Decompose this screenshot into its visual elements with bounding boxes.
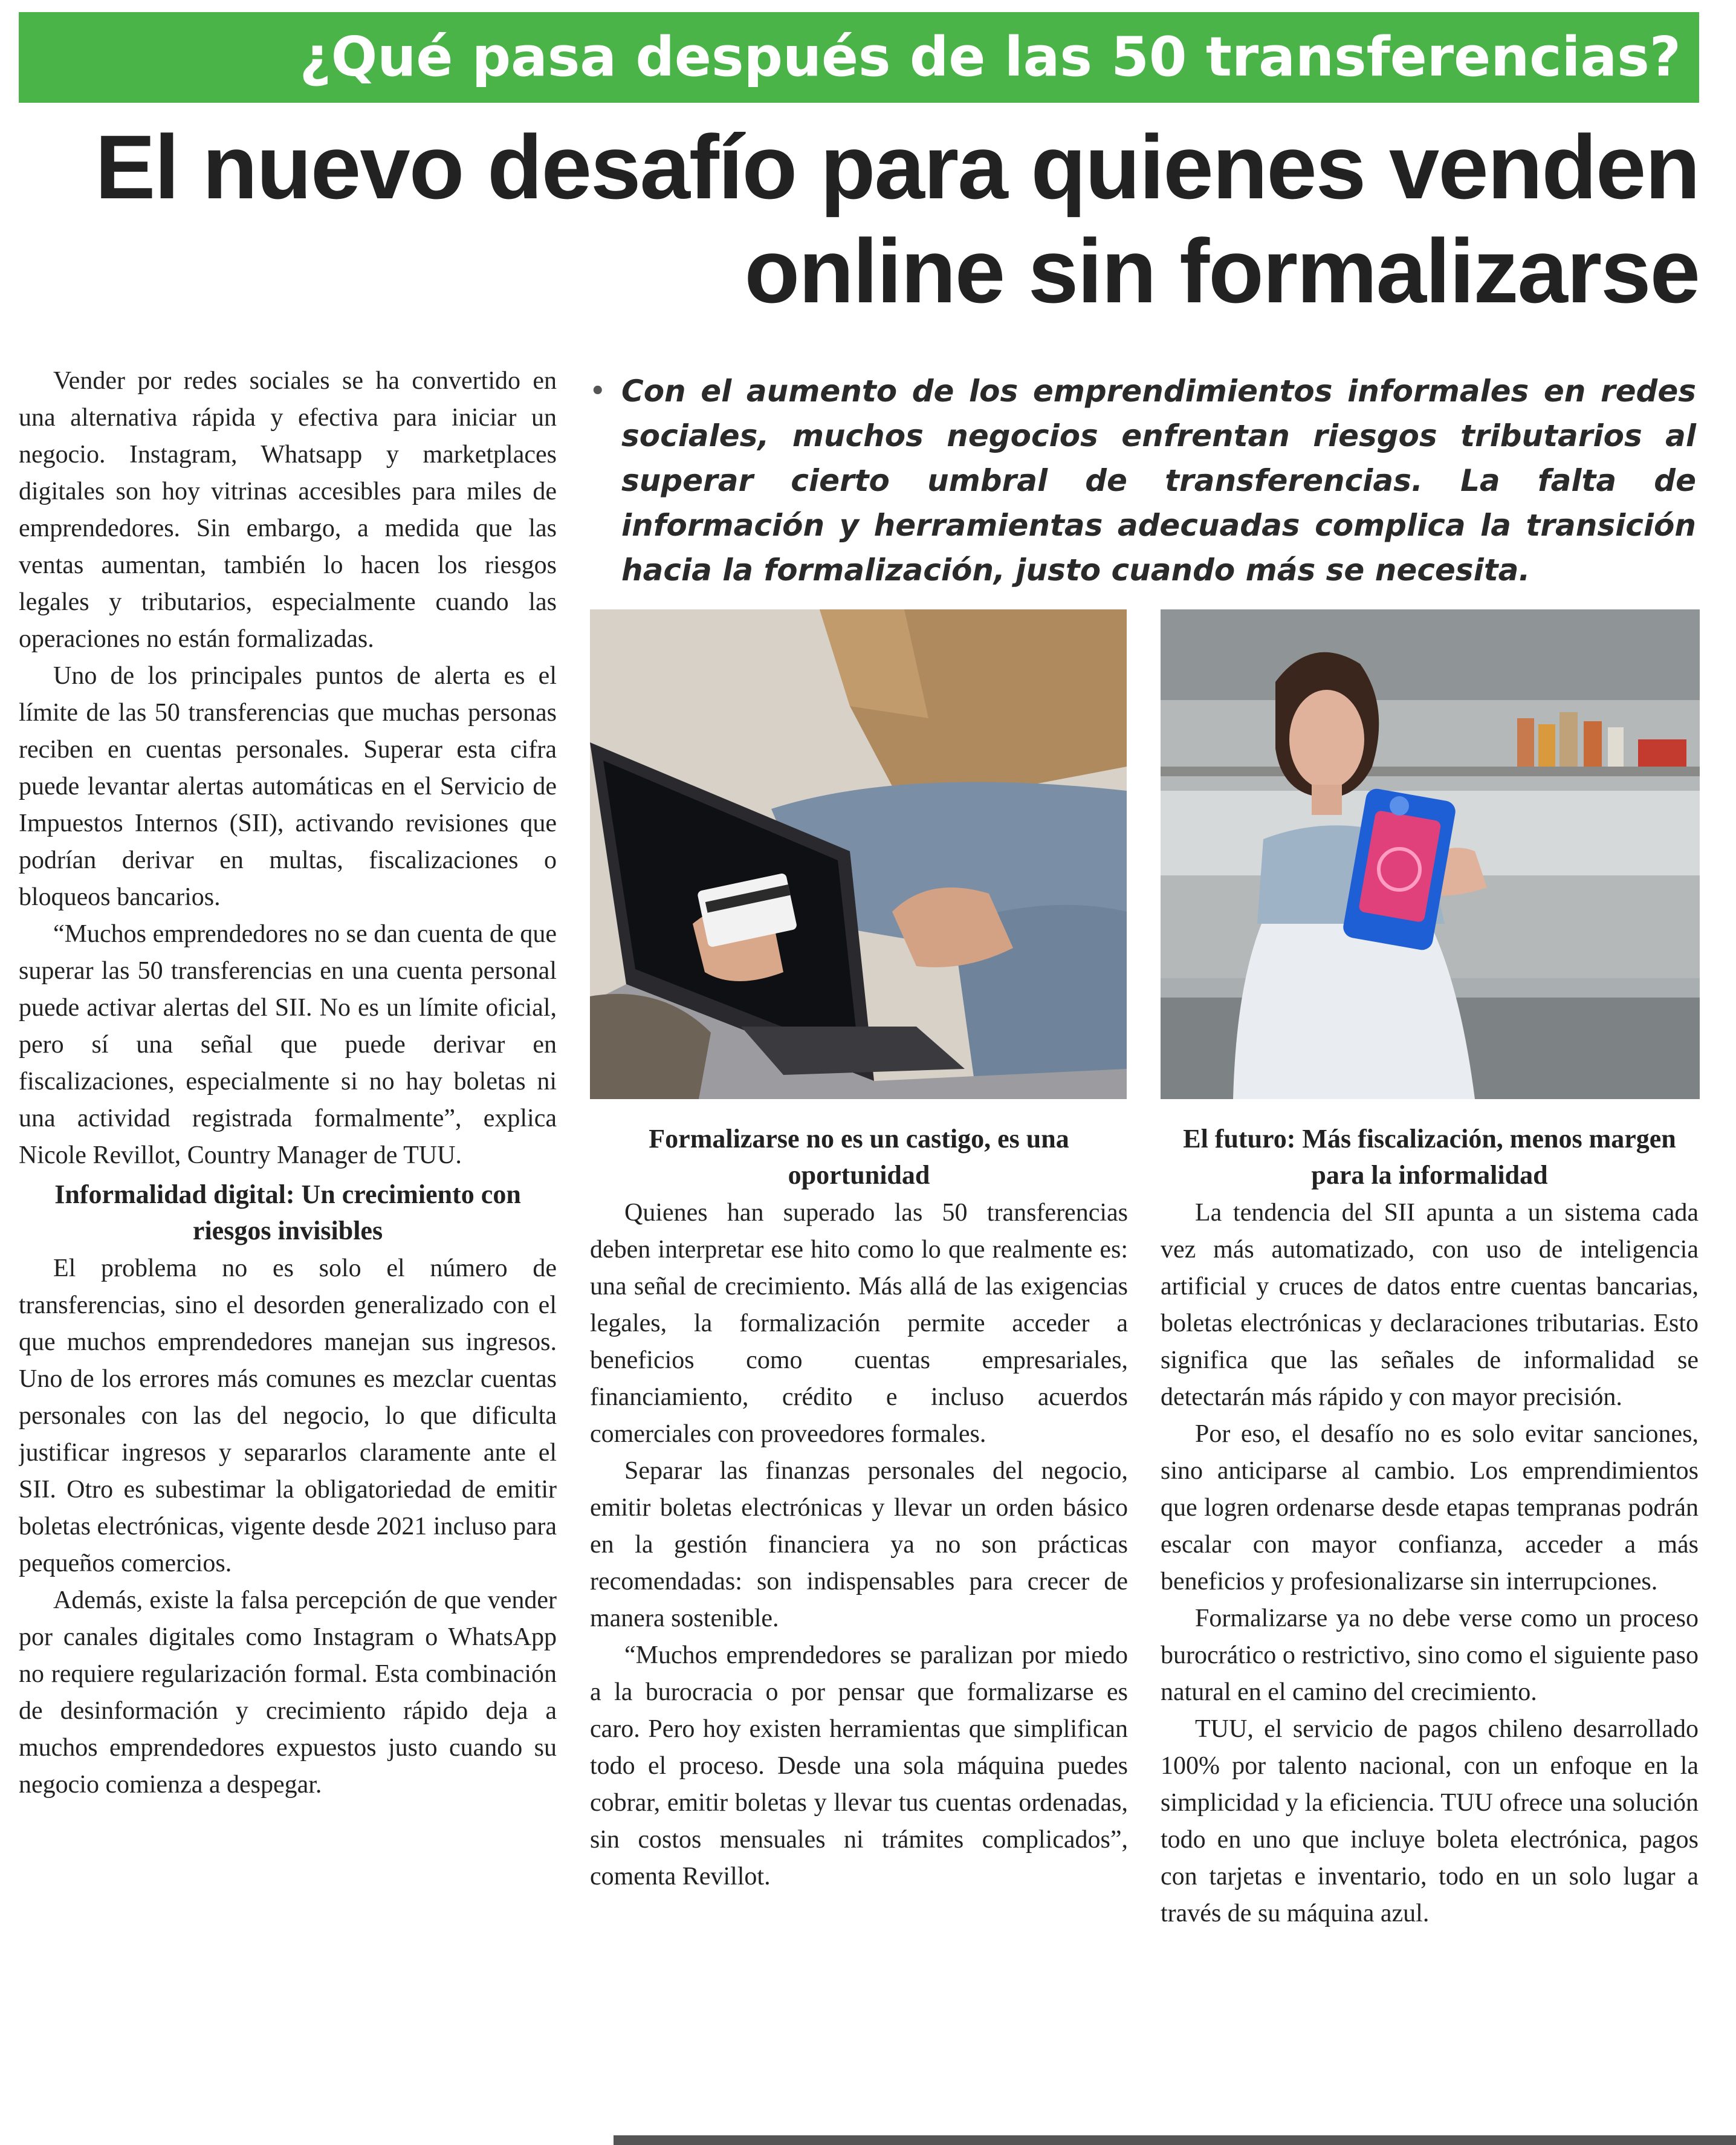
- col1-paragraph-2: Uno de los principales puntos de alerta es el límite de las 50 transferencias que muchas personas reciben en cuentas personales. Superar esta cifra puede levantar alertas automáticas en el Servicio de Impuestos Internos (SII), activando revisiones que podrían derivar en multas, fiscalizaciones o bloqueos bancarios.: [19, 662, 557, 911]
- col1-paragraph-3: “Muchos emprendedores no se dan cuenta de que superar las 50 transferencias en una cuenta personal puede activar alertas del SII. No es un límite oficial, pero sí una señal que puede derivar en fiscalizaciones, especialmente si no hay boletas ni una actividad registrada formalmente”, explica Nicole Revillot, Country Manager de TUU.: [19, 920, 557, 1169]
- article-column-3: [1161, 1118, 1699, 2116]
- headline-line-1: El nuevo desafío para quienes venden: [95, 116, 1699, 218]
- lead-text: Con el aumento de los emprendimientos informales en redes sociales, muchos negocios enfrentan riesgos tributarios al superar cierto umbral de transferencias. La falta de información y herramientas adecuadas complica la transición hacia la formalización, justo cuando más se necesita.: [621, 374, 1696, 588]
- page-title: [19, 115, 1699, 323]
- headline-line-2: online sin formalizarse: [744, 220, 1699, 322]
- kicker-banner: [19, 12, 1699, 103]
- col3-paragraph-2: Por eso, el desafío no es solo evitar sanciones, sino anticiparse al cambio. Los emprendimientos que logren ordenarse desde etapas tempranas podrán escalar con mayor confianza, acceder a más beneficios y profesionalizarse sin interrupciones.: [1161, 1420, 1699, 1595]
- col1-paragraph-4: El problema no es solo el número de transferencias, sino el desorden generalizado con el que muchos emprendedores manejan sus ingresos. Uno de los errores más comunes es mezclar cuentas personales con las del negocio, lo que dificulta justificar ingresos y separarlos claramente ante el SII. Otro es subestimar la obligatoriedad de emitir boletas electrónicas, vigente desde 2021 incluso para pequeños comercios.: [19, 1254, 557, 1577]
- col2-paragraph-2: Separar las finanzas personales del negocio, emitir boletas electrónicas y llevar un orden básico en la gestión financiera ya no son prácticas recomendadas: son indispensables para crecer de manera sostenible.: [590, 1457, 1128, 1632]
- col3-subheading: El futuro: Más fiscalización, menos margen para la informalidad: [1183, 1124, 1676, 1190]
- article-column-2: [590, 1118, 1128, 2025]
- photo-vendor-terminal: [1161, 609, 1700, 1099]
- col3-paragraph-1: La tendencia del SII apunta a un sistema cada vez más automatizado, con uso de inteligencia artificial y cruces de datos entre cuentas bancarias, boletas electrónicas y declaraciones tributarias. Esto significa que las señales de informalidad se detectarán más rápido y con mayor precisión.: [1161, 1199, 1699, 1411]
- col1-paragraph-1: Vender por redes sociales se ha convertido en una alternativa rápida y efectiva para iniciar un negocio. Instagram, Whatsapp y marketplaces digitales son hoy vitrinas accesibles para miles de emprendedores. Sin embargo, a medida que las ventas aumentan, también lo hacen los riesgos legales y tributarios, especialmente cuando las operaciones no están formalizadas.: [19, 367, 557, 653]
- col1-paragraph-5: Además, existe la falsa percepción de que vender por canales digitales como Instagram o WhatsApp no requiere regularización formal. Esta combinación de desinformación y crecimiento rápido deja a muchos emprendedores expuestos justo cuando su negocio comienza a despegar.: [19, 1586, 557, 1799]
- kicker-text: ¿Qué pasa después de las 50 transferencias?: [299, 25, 1681, 89]
- col2-paragraph-1: Quienes han superado las 50 transferencias deben interpretar ese hito como lo que realmente es: una señal de crecimiento. Más allá de las exigencias legales, la formalización permite acceder a beneficios como cuentas empresariales, financiamiento, crédito e incluso acuerdos comerciales con proveedores formales.: [590, 1199, 1128, 1448]
- photo-laptop-payment: [590, 609, 1127, 1099]
- col2-paragraph-3: “Muchos emprendedores se paralizan por miedo a la burocracia o por pensar que formalizarse es caro. Pero hoy existen herramientas que simplifican todo el proceso. Desde una sola máquina puedes cobrar, emitir boletas y llevar tus cuentas ordenadas, sin costos mensuales ni trámites complicados”, comenta Revillot.: [590, 1641, 1128, 1890]
- bullet-icon: •: [590, 377, 606, 405]
- col1-subheading: Informalidad digital: Un crecimiento con riesgos invisibles: [54, 1180, 521, 1245]
- col3-paragraph-3: Formalizarse ya no debe verse como un proceso burocrático o restrictivo, sino como el siguiente paso natural en el camino del crecimiento.: [1161, 1605, 1699, 1706]
- footer-rule: [614, 2135, 1736, 2145]
- lead-summary: [590, 369, 1696, 592]
- col3-paragraph-4: TUU, el servicio de pagos chileno desarrollado 100% por talento nacional, con un enfoque en la simplicidad y la eficiencia. TUU ofrece una solución todo en uno que incluye boleta electrónica, pagos con tarjetas e inventario, todo en un solo lugar a través de su máquina azul.: [1161, 1715, 1699, 1927]
- col2-subheading: Formalizarse no es un castigo, es una oportunidad: [649, 1124, 1069, 1190]
- vendor-terminal-illustration: [1161, 609, 1700, 1099]
- article-column-1: [19, 363, 557, 2128]
- laptop-card-illustration: [590, 609, 1127, 1099]
